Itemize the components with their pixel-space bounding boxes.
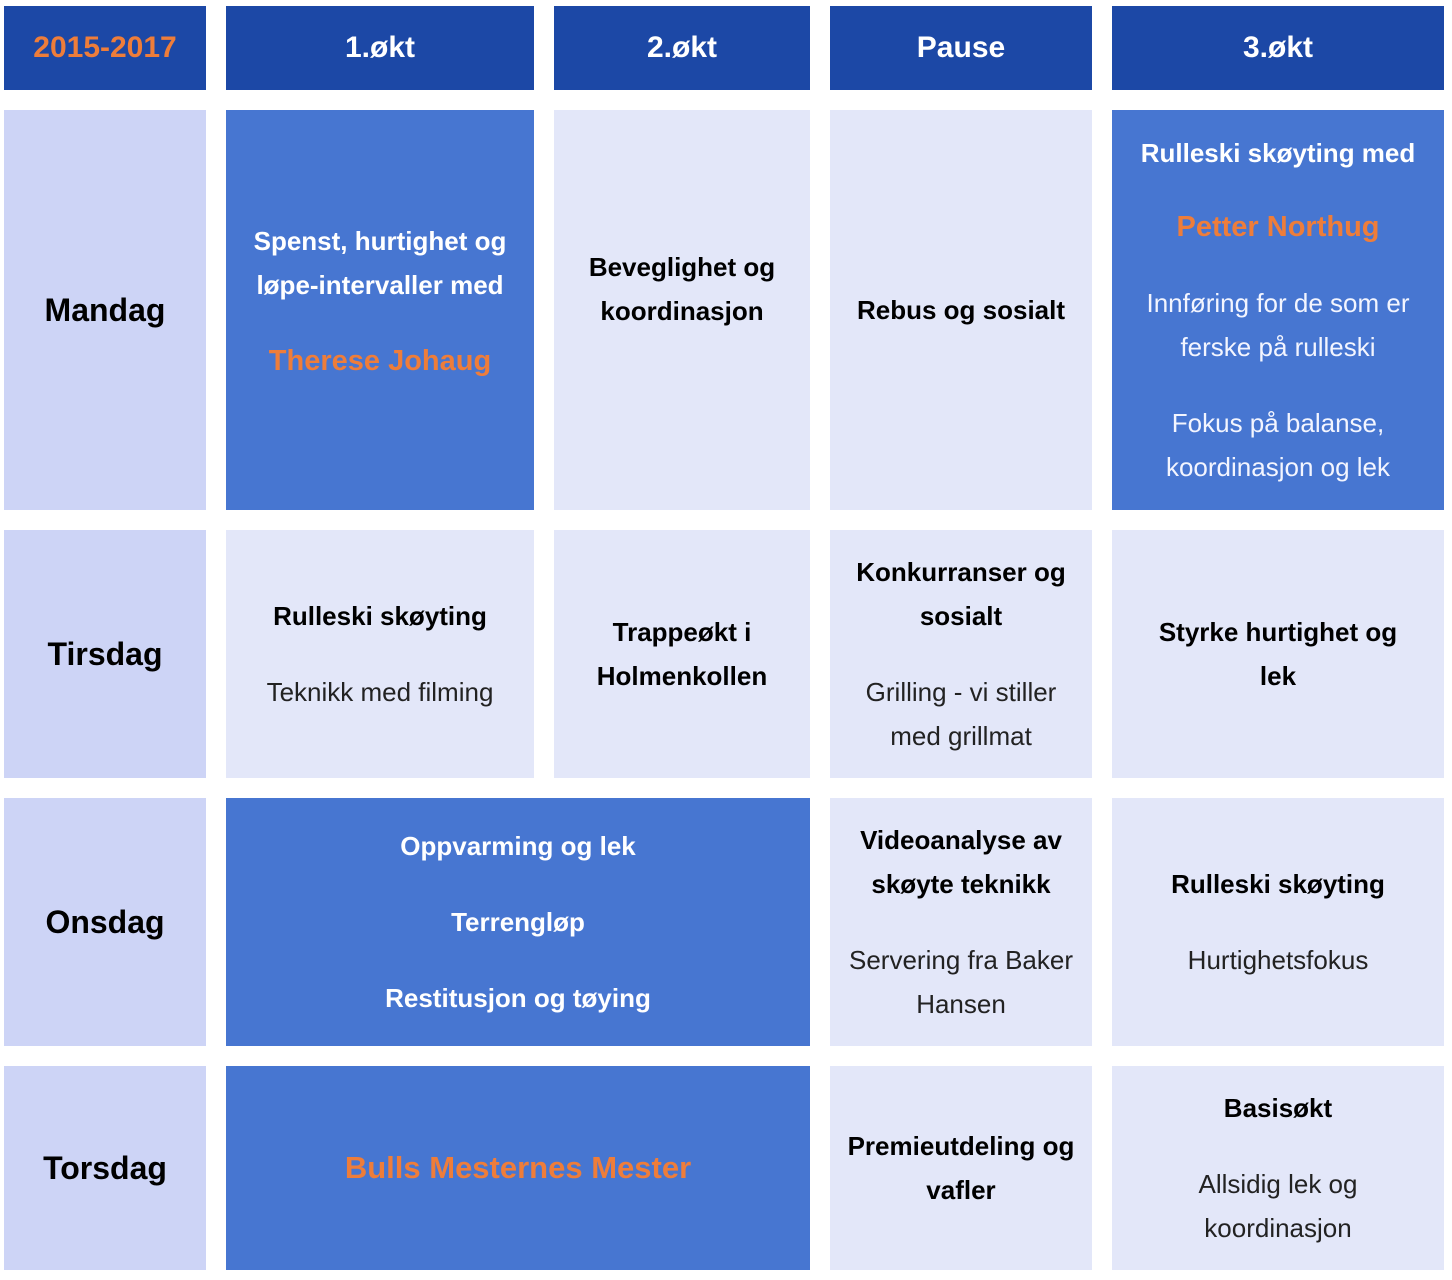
tuesday-session-2 <box>554 530 810 778</box>
monday-session-1 <box>226 110 534 510</box>
session-title: Rulleski skøyting <box>273 601 487 631</box>
wednesday-session-3 <box>1112 798 1444 1046</box>
activity-line: Oppvarming og lek <box>400 831 636 861</box>
thursday-pause <box>830 1066 1092 1270</box>
session-title: Trappeøkt i Holmenkollen <box>596 617 768 691</box>
event-title: Bulls Mesternes Mester <box>344 1150 692 1185</box>
session-3-label: 3.økt <box>1242 31 1314 64</box>
session-title: Styrke hurtighet og lek <box>1158 617 1398 691</box>
thursday-combined-session <box>226 1066 810 1270</box>
header-session-1 <box>226 6 534 90</box>
thursday-session-3 <box>1112 1066 1444 1270</box>
day-label: Mandag <box>44 291 166 328</box>
pause-note: Servering fra Baker Hansen <box>849 945 1073 1019</box>
monday-session-3 <box>1112 110 1444 510</box>
wednesday-pause <box>830 798 1092 1046</box>
session-title: Beveglighet og koordinasjon <box>588 252 776 326</box>
session-title: Spenst, hurtighet og løpe-intervaller med <box>253 226 507 300</box>
session-note: Teknikk med filming <box>266 677 494 707</box>
header-pause <box>830 6 1092 90</box>
header-year <box>4 6 206 90</box>
monday-session-2 <box>554 110 810 510</box>
day-monday <box>4 110 206 510</box>
session-note: Fokus på balanse, koordinasjon og lek <box>1165 408 1391 482</box>
pause-title: Konkurranser og sosialt <box>856 557 1066 631</box>
session-1-label: 1.økt <box>344 31 416 64</box>
session-title: Rulleski skøyting <box>1171 869 1385 899</box>
pause-note: Grilling - vi stiller med grillmat <box>865 677 1057 751</box>
tuesday-pause <box>830 530 1092 778</box>
header-session-3 <box>1112 6 1444 90</box>
coach-name: Petter Northug <box>1176 211 1380 243</box>
header-session-2 <box>554 6 810 90</box>
day-thursday <box>4 1066 206 1270</box>
session-2-label: 2.økt <box>646 31 718 64</box>
day-wednesday <box>4 798 206 1046</box>
coach-name: Therese Johaug <box>268 345 492 377</box>
year-label: 2015-2017 <box>33 31 177 64</box>
tuesday-session-1 <box>226 530 534 778</box>
tuesday-session-3 <box>1112 530 1444 778</box>
wednesday-combined-session <box>226 798 810 1046</box>
pause-title: Rebus og sosialt <box>856 295 1066 325</box>
session-note: Innføring for de som er ferske på rulleski <box>1146 288 1410 362</box>
session-title: Basisøkt <box>1223 1093 1333 1123</box>
day-tuesday <box>4 530 206 778</box>
day-label: Torsdag <box>43 1149 167 1186</box>
session-note: Allsidig lek og koordinasjon <box>1198 1169 1358 1243</box>
day-label: Onsdag <box>45 903 165 940</box>
pause-title: Videoanalyse av skøyte teknikk <box>860 825 1062 899</box>
activity-line: Restitusjon og tøying <box>385 983 651 1013</box>
activity-line: Terrengløp <box>451 907 585 937</box>
session-title: Rulleski skøyting med <box>1140 138 1416 168</box>
monday-pause <box>830 110 1092 510</box>
pause-label: Pause <box>916 31 1006 64</box>
session-note: Hurtighetsfokus <box>1187 945 1369 975</box>
pause-title: Premieutdeling og vafler <box>847 1131 1075 1205</box>
day-label: Tirsdag <box>47 635 163 672</box>
